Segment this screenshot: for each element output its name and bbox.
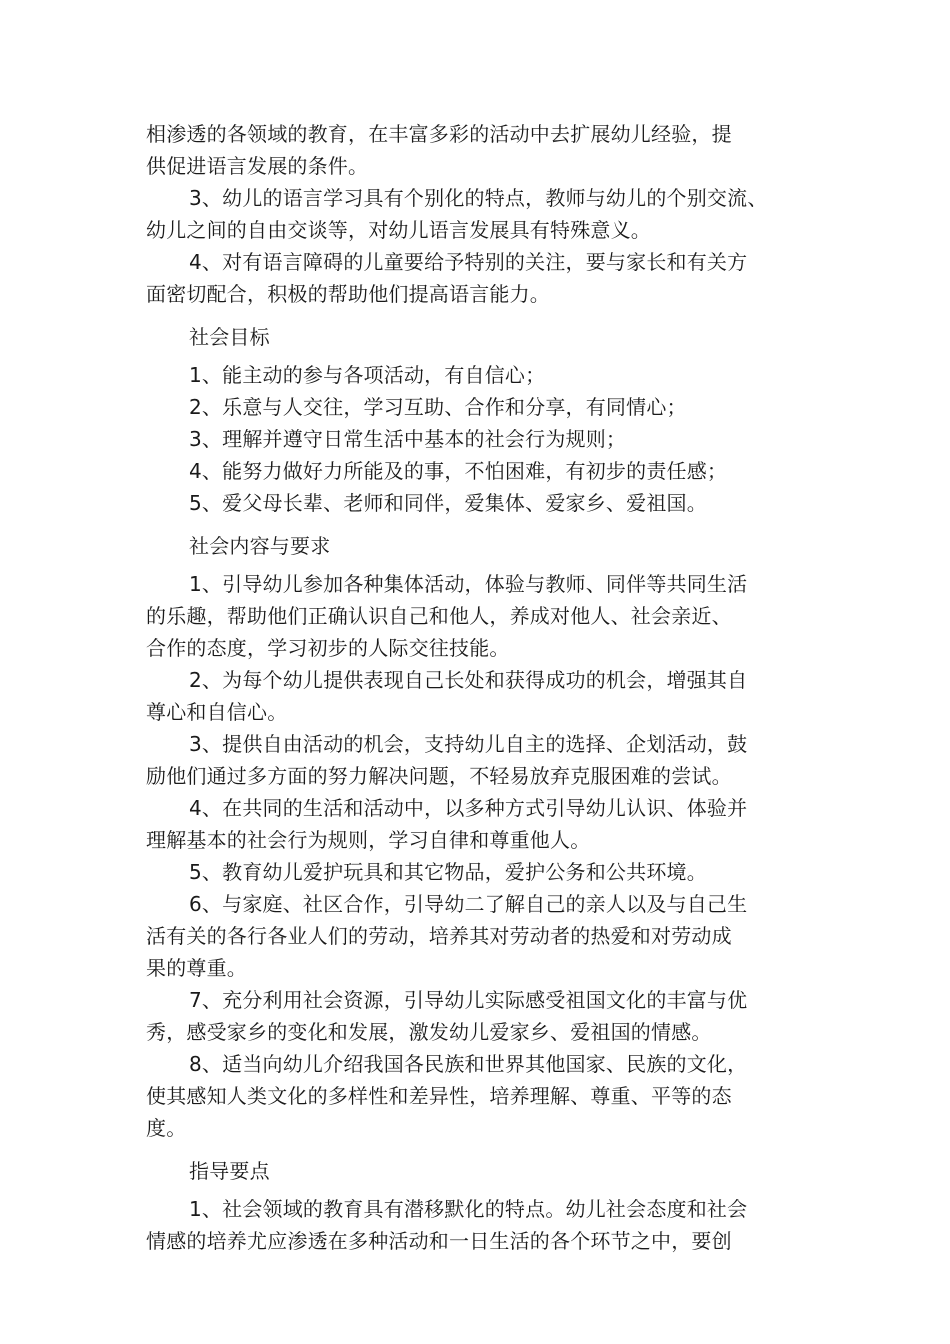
paragraph-line: 4、对有语言障碍的儿童要给予特别的关注，要与家长和有关方 [189, 250, 748, 274]
text-line: 面密切配合，积极的帮助他们提高语言能力。 [146, 282, 550, 306]
section-heading: 指导要点 [189, 1159, 270, 1183]
text-line: 活有关的各行各业人们的劳动，培养其对劳动者的热爱和对劳动成 [146, 924, 732, 948]
section-heading: 社会目标 [189, 325, 270, 349]
paragraph-line: 1、引导幼儿参加各种集体活动，体验与教师、同伴等共同生活 [189, 572, 748, 596]
paragraph-line: 6、与家庭、社区合作，引导幼二了解自己的亲人以及与自己生 [189, 892, 748, 916]
list-item: 2、乐意与人交往，学习互助、合作和分享，有同情心； [189, 395, 687, 419]
text-line: 励他们通过多方面的努力解决问题，不轻易放弃克服困难的尝试。 [146, 764, 732, 788]
paragraph-line: 8、适当向幼儿介绍我国各民族和世界其他国家、民族的文化， [189, 1052, 748, 1076]
text-line: 秀，感受家乡的变化和发展，激发幼儿爱家乡、爱祖国的情感。 [146, 1020, 712, 1044]
paragraph-line: 2、为每个幼儿提供表现自己长处和获得成功的机会，增强其自 [189, 668, 748, 692]
text-line: 合作的态度，学习初步的人际交往技能。 [146, 636, 510, 660]
list-item: 4、能努力做好力所能及的事，不怕困难，有初步的责任感； [189, 459, 728, 483]
text-line: 度。 [146, 1116, 187, 1140]
paragraph-line: 3、提供自由活动的机会，支持幼儿自主的选择、企划活动，鼓 [189, 732, 748, 756]
paragraph-line: 7、充分利用社会资源，引导幼儿实际感受祖国文化的丰富与优 [189, 988, 748, 1012]
paragraph-line: 5、教育幼儿爱护玩具和其它物品，爱护公务和公共环境。 [189, 860, 707, 884]
paragraph-line: 4、在共同的生活和活动中，以多种方式引导幼儿认识、体验并 [189, 796, 748, 820]
text-line: 幼儿之间的自由交谈等，对幼儿语言发展具有特殊意义。 [146, 218, 651, 242]
text-line: 相渗透的各领域的教育，在丰富多彩的活动中去扩展幼儿经验，提 [146, 122, 732, 146]
text-line: 的乐趣，帮助他们正确认识自己和他人，养成对他人、社会亲近、 [146, 604, 732, 628]
text-line: 供促进语言发展的条件。 [146, 154, 369, 178]
list-item: 1、能主动的参与各项活动，有自信心； [189, 363, 546, 387]
section-heading: 社会内容与要求 [189, 534, 331, 558]
text-line: 使其感知人类文化的多样性和差异性，培养理解、尊重、平等的态 [146, 1084, 732, 1108]
text-line: 尊心和自信心。 [146, 700, 288, 724]
text-line: 理解基本的社会行为规则，学习自律和尊重他人。 [146, 828, 591, 852]
paragraph-line: 1、社会领域的教育具有潜移默化的特点。幼儿社会态度和社会 [189, 1197, 748, 1221]
list-item: 5、爱父母长辈、老师和同伴，爱集体、爱家乡、爱祖国。 [189, 491, 707, 515]
document-body [146, 118, 806, 1257]
text-line: 果的尊重。 [146, 956, 247, 980]
paragraph-line: 3、幼儿的语言学习具有个别化的特点，教师与幼儿的个别交流、 [189, 186, 768, 210]
list-item: 3、理解并遵守日常生活中基本的社会行为规则； [189, 427, 627, 451]
text-line: 情感的培养尤应渗透在多种活动和一日生活的各个环节之中，要创 [146, 1229, 732, 1253]
